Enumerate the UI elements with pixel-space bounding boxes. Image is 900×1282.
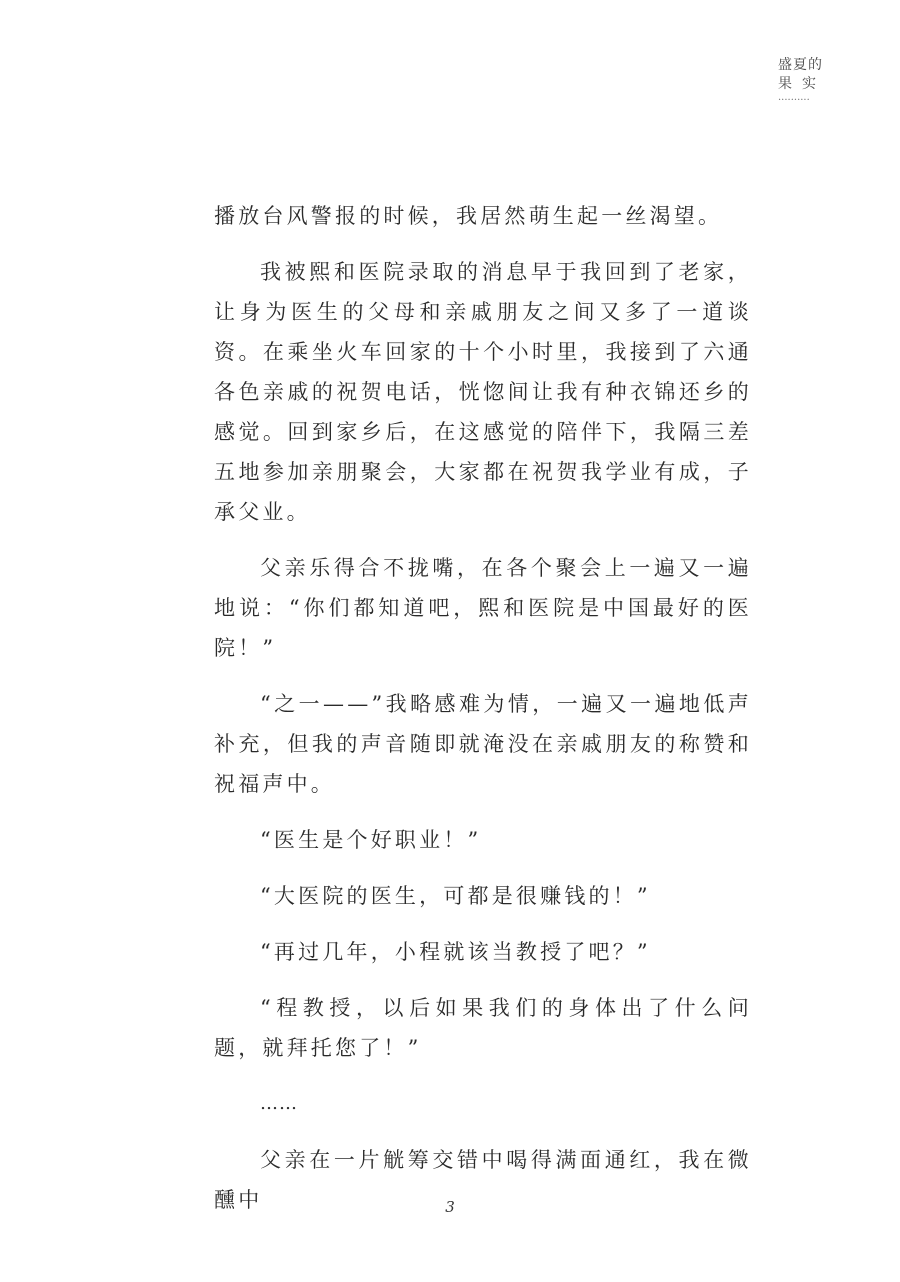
page-number: 3 bbox=[445, 1198, 455, 1216]
paragraph: 父亲乐得合不拢嘴，在各个聚会上一遍又一遍地说：“你们都知道吧，熙和医院是中国最好的医院！” bbox=[214, 556, 752, 660]
header-title-line1: 盛夏的 bbox=[778, 57, 823, 73]
paragraph: 父亲在一片觥筹交错中喝得满面通红，我在微醺中 bbox=[214, 1148, 752, 1212]
dialogue-line: “医生是个好职业！” bbox=[260, 828, 482, 852]
header-title-line2: 果实 bbox=[778, 76, 826, 92]
paragraph: 播放台风警报的时候，我居然萌生起一丝渴望。 bbox=[214, 204, 723, 228]
paragraph: 我被熙和医院录取的消息早于我回到了老家，让身为医生的父母和亲戚朋友之间又多了一道谈资。在乘坐火车回家的十个小时里，我接到了六通各色亲戚的祝贺电话，恍惚间让我有种衣锦还乡的感觉。回到家乡后，在这感觉的陪伴下，我隔三差五地参加亲朋聚会，大家都在祝贺我学业有成，子承父业。 bbox=[214, 260, 752, 524]
paragraph: “之一——”我略感难为情，一遍又一遍地低声补充，但我的声音随即就淹没在亲戚朋友的称赞和祝福声中。 bbox=[214, 692, 752, 796]
running-header bbox=[778, 56, 838, 106]
header-dotted-rule: ·········· bbox=[778, 95, 810, 106]
body-text bbox=[214, 196, 752, 1220]
dialogue-line: “再过几年，小程就该当教授了吧？” bbox=[260, 940, 651, 964]
dialogue-line: “程教授，以后如果我们的身体出了什么问题，就拜托您了！” bbox=[214, 996, 752, 1060]
dialogue-line: “大医院的医生，可都是很赚钱的！” bbox=[260, 884, 651, 908]
ellipsis-line: …… bbox=[260, 1093, 298, 1114]
